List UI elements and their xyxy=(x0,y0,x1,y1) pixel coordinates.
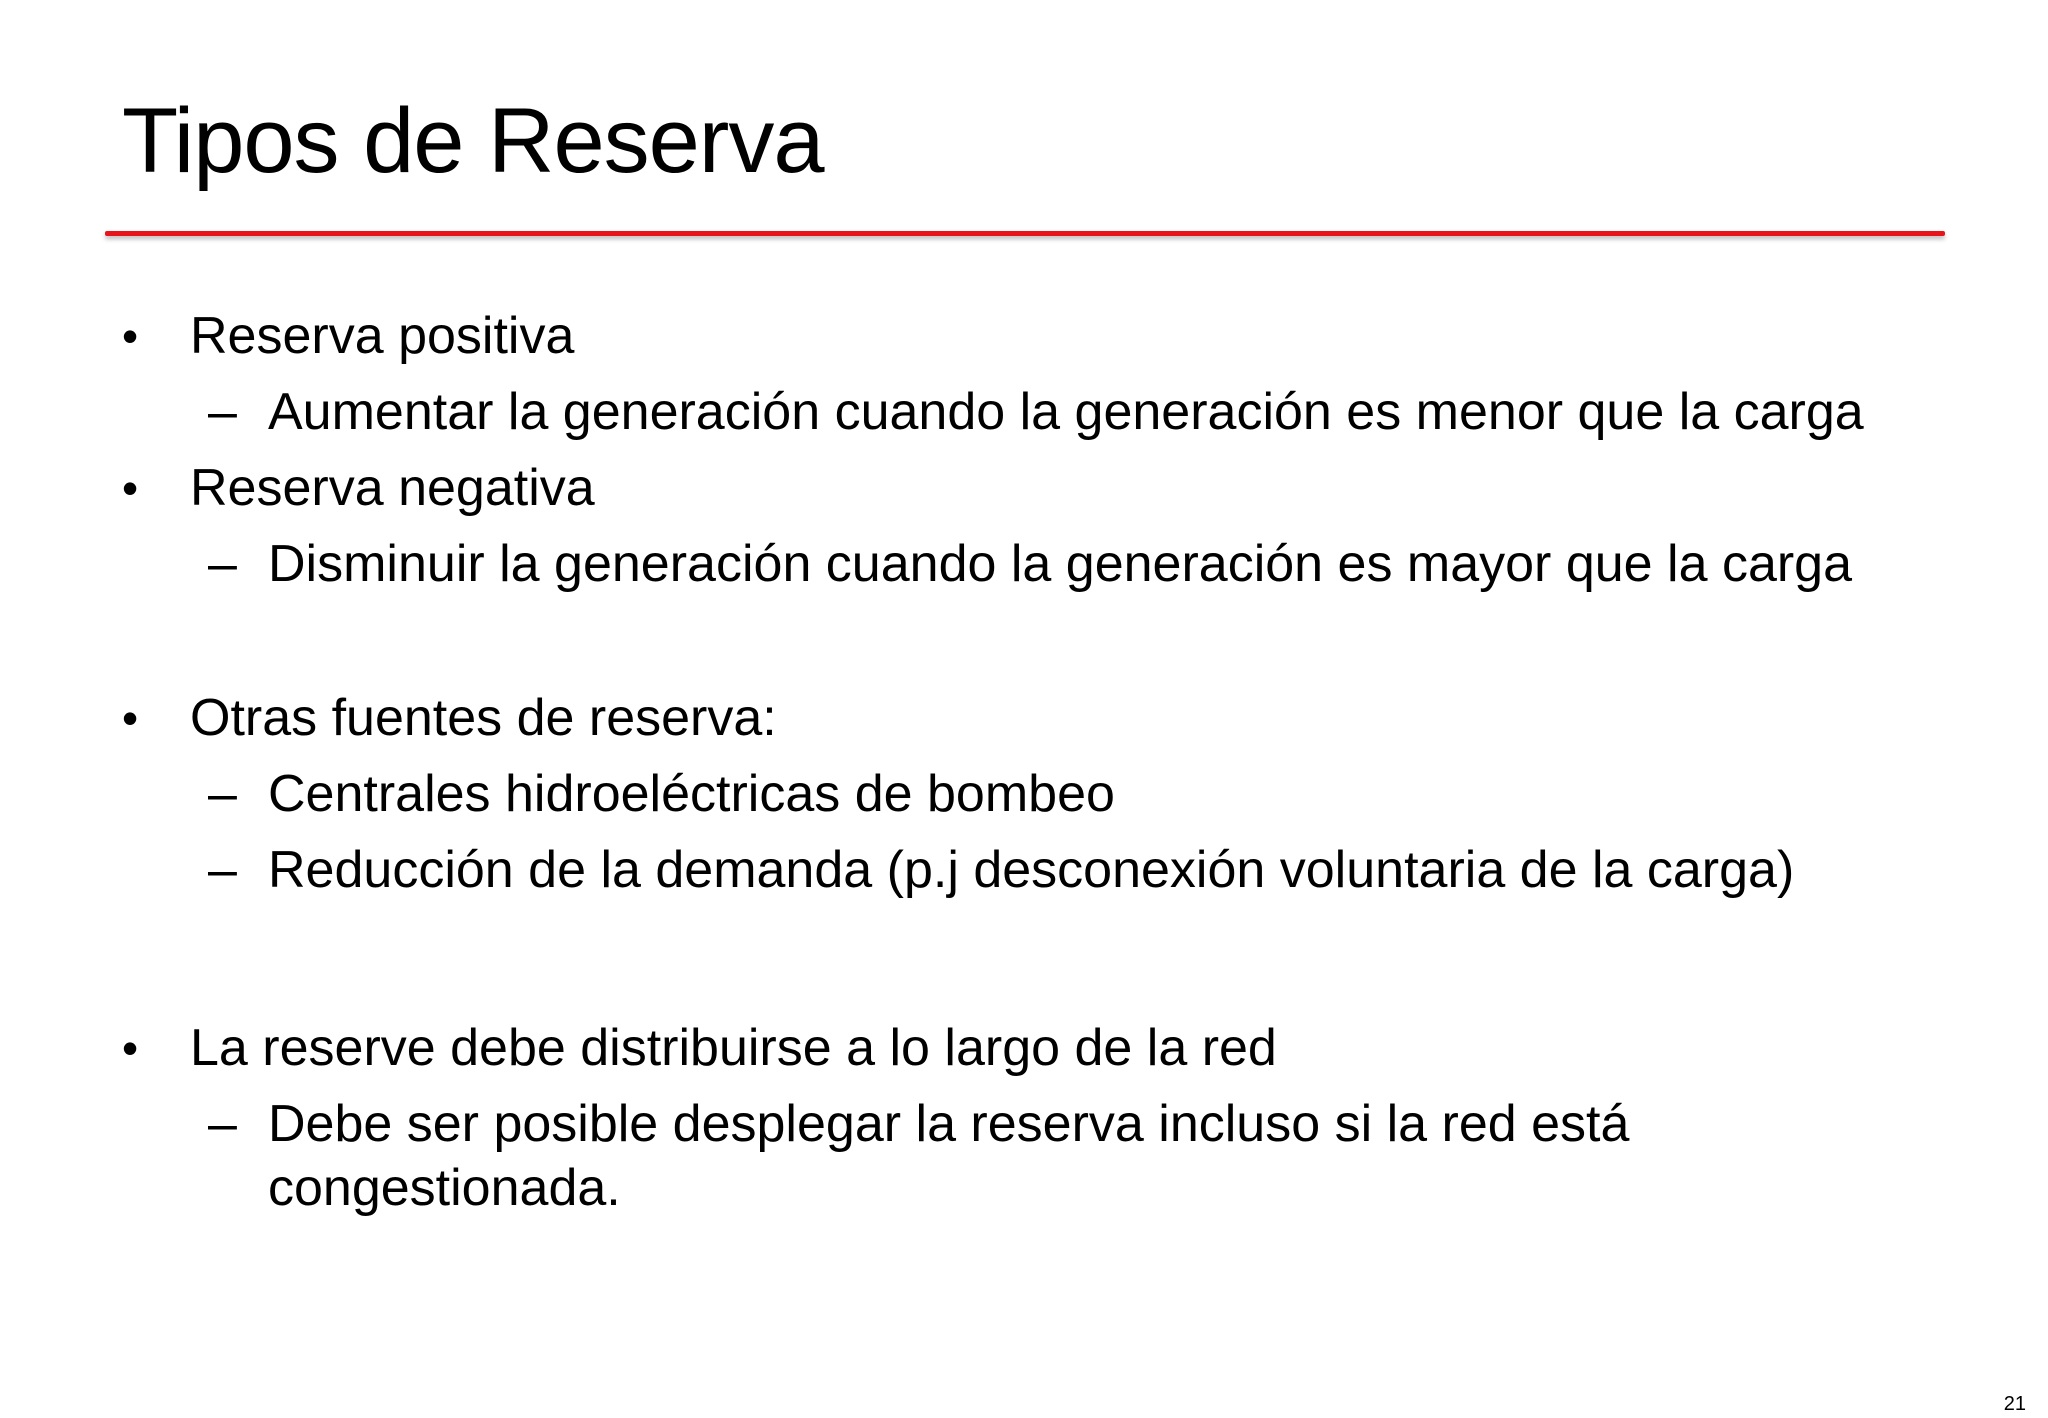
bullet-icon: • xyxy=(122,1022,139,1074)
sub-item-reduccion-demanda: Reducción de la demanda (p.j desconexión voluntaria de la carga) xyxy=(268,841,1795,899)
sub-item-desplegar-reserva-line1: Debe ser posible desplegar la reserva incluso si la red está xyxy=(268,1095,1630,1153)
bullet-item-reserva-distribuida: La reserve debe distribuirse a lo largo de la red xyxy=(190,1019,1277,1077)
dash-icon: – xyxy=(208,841,237,899)
dash-icon: – xyxy=(208,1095,237,1153)
title-underline xyxy=(105,231,1945,236)
page-number: 21 xyxy=(2003,1393,2026,1415)
dash-icon: – xyxy=(208,383,237,441)
sub-item-desplegar-reserva-line2: congestionada. xyxy=(268,1159,621,1217)
bullet-icon: • xyxy=(122,462,139,514)
bullet-icon: • xyxy=(122,692,139,744)
bullet-item-reserva-negativa: Reserva negativa xyxy=(190,459,595,517)
bullet-item-otras-fuentes: Otras fuentes de reserva: xyxy=(190,689,777,747)
bullet-icon: • xyxy=(122,310,139,362)
dash-icon: – xyxy=(208,535,237,593)
dash-icon: – xyxy=(208,765,237,823)
sub-item-aumentar-generacion: Aumentar la generación cuando la generación es menor que la carga xyxy=(268,383,1864,441)
sub-item-centrales-bombeo: Centrales hidroeléctricas de bombeo xyxy=(268,765,1115,823)
slide-title: Tipos de Reserva xyxy=(122,90,824,192)
sub-item-disminuir-generacion: Disminuir la generación cuando la generación es mayor que la carga xyxy=(268,535,1853,593)
bullet-item-reserva-positiva: Reserva positiva xyxy=(190,307,575,365)
